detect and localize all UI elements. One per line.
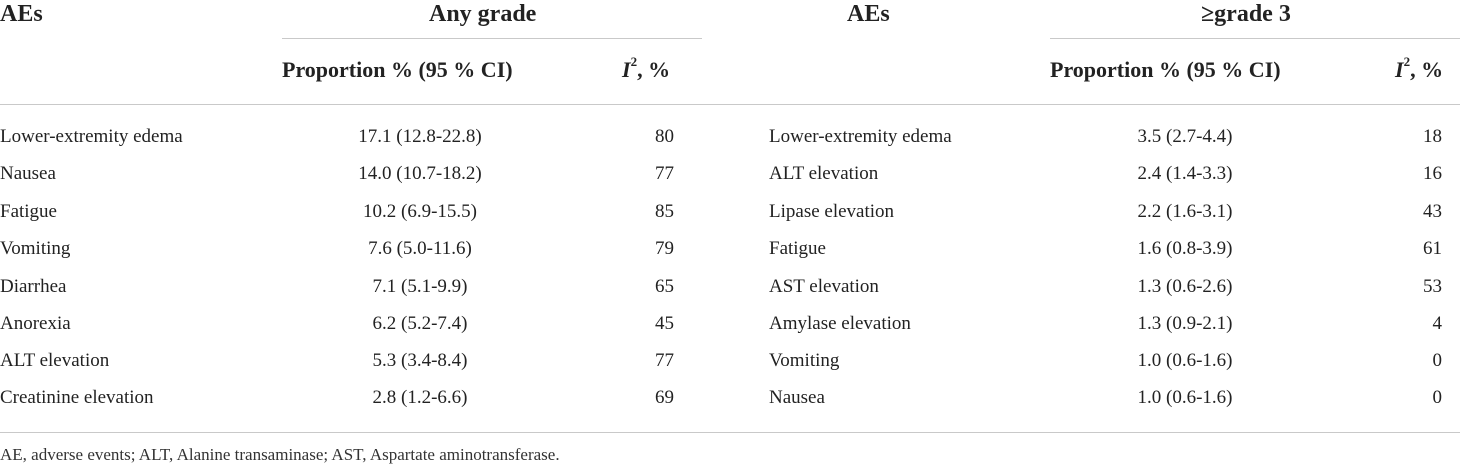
left-i2-unit: , % xyxy=(637,57,671,82)
ae-name: Lower-extremity edema xyxy=(769,126,952,147)
ae-name: Fatigue xyxy=(0,201,57,222)
ae-name: Diarrhea xyxy=(0,276,67,297)
ae-name: Vomiting xyxy=(769,350,840,371)
proportion-value: 1.6 (0.8-3.9) xyxy=(1137,238,1233,259)
table-bottom-rule xyxy=(0,432,1460,433)
ae-name: Nausea xyxy=(769,387,825,408)
i2-value: 61 xyxy=(1423,238,1442,259)
proportion-value: 7.1 (5.1-9.9) xyxy=(372,276,468,297)
ae-name: Nausea xyxy=(0,163,56,184)
proportion-value: 1.0 (0.6-1.6) xyxy=(1137,387,1233,408)
proportion-value: 2.2 (1.6-3.1) xyxy=(1137,201,1233,222)
proportion-value: 5.3 (3.4-8.4) xyxy=(372,350,468,371)
left-spanner-rule xyxy=(282,38,702,39)
proportion-value: 1.3 (0.9-2.1) xyxy=(1137,313,1233,334)
right-spanner-rule xyxy=(1050,38,1460,39)
i2-value: 0 xyxy=(1432,350,1442,371)
i2-value: 4 xyxy=(1432,313,1442,334)
i2-value: 16 xyxy=(1423,163,1442,184)
left-ae-header: AEs xyxy=(0,1,43,27)
left-i2-symbol: I xyxy=(622,57,631,82)
header-rule xyxy=(0,104,1460,105)
right-i2-header xyxy=(1395,56,1443,84)
i2-value: 65 xyxy=(655,276,674,297)
left-i2-header xyxy=(622,56,670,84)
proportion-value: 3.5 (2.7-4.4) xyxy=(1137,126,1233,147)
right-proportion-header: Proportion % (95 % CI) xyxy=(1050,57,1281,82)
i2-value: 53 xyxy=(1423,276,1442,297)
i2-value: 85 xyxy=(655,201,674,222)
right-grade-header: ≥grade 3 xyxy=(1201,1,1291,27)
i2-value: 77 xyxy=(655,350,674,371)
i2-value: 69 xyxy=(655,387,674,408)
proportion-value: 10.2 (6.9-15.5) xyxy=(363,201,477,222)
ae-name: ALT elevation xyxy=(0,350,110,371)
ae-name: Lipase elevation xyxy=(769,201,895,222)
proportion-value: 14.0 (10.7-18.2) xyxy=(358,163,482,184)
ae-name: ALT elevation xyxy=(769,163,879,184)
ae-name: Fatigue xyxy=(769,238,826,259)
i2-value: 45 xyxy=(655,313,674,334)
ae-name: Creatinine elevation xyxy=(0,387,154,408)
proportion-value: 6.2 (5.2-7.4) xyxy=(372,313,468,334)
i2-value: 80 xyxy=(655,126,674,147)
left-grade-header: Any grade xyxy=(429,1,537,27)
left-proportion-header: Proportion % (95 % CI) xyxy=(282,57,513,82)
right-ae-header: AEs xyxy=(847,1,890,27)
table-footnote: AE, adverse events; ALT, Alanine transaminase; AST, Aspartate aminotransferase. xyxy=(0,445,560,464)
i2-value: 79 xyxy=(655,238,674,259)
i2-value: 43 xyxy=(1423,201,1442,222)
left-i2-superscript: 2 xyxy=(630,54,638,69)
right-i2-symbol: I xyxy=(1395,57,1404,82)
proportion-value: 2.4 (1.4-3.3) xyxy=(1137,163,1233,184)
ae-name: AST elevation xyxy=(769,276,879,297)
right-i2-unit: , % xyxy=(1410,57,1444,82)
i2-value: 18 xyxy=(1423,126,1442,147)
proportion-value: 2.8 (1.2-6.6) xyxy=(372,387,468,408)
proportion-value: 7.6 (5.0-11.6) xyxy=(368,238,472,259)
proportion-value: 17.1 (12.8-22.8) xyxy=(358,126,482,147)
proportion-value: 1.0 (0.6-1.6) xyxy=(1137,350,1233,371)
proportion-value: 1.3 (0.6-2.6) xyxy=(1137,276,1233,297)
i2-value: 0 xyxy=(1432,387,1442,408)
ae-name: Vomiting xyxy=(0,238,71,259)
i2-value: 77 xyxy=(655,163,674,184)
right-i2-superscript: 2 xyxy=(1403,54,1411,69)
ae-name: Lower-extremity edema xyxy=(0,126,183,147)
ae-name: Amylase elevation xyxy=(769,313,911,334)
ae-name: Anorexia xyxy=(0,313,71,334)
